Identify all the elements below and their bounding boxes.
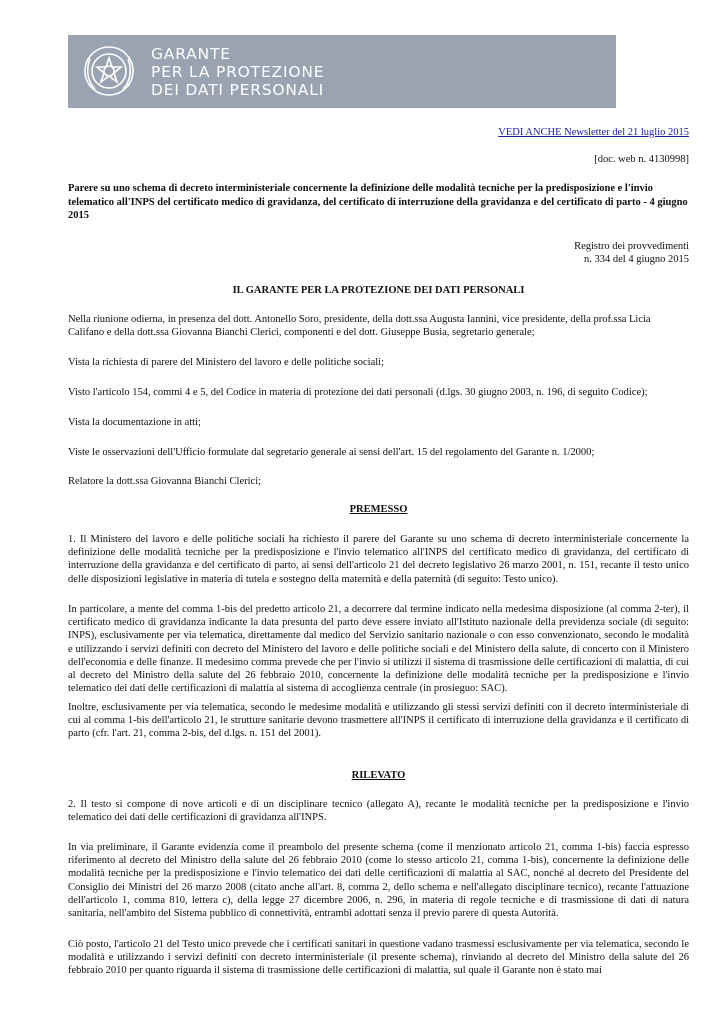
paragraph-riunione: Nella riunione odierna, in presenza del dott. Antonello Soro, presidente, della dott.ssa Augusta Iannini, vice presidente, della prof.ssa Licia Califano e della dott.ssa Giovanna Bianchi Clerici, componenti e del dott. Giuseppe Busia, segretario generale; xyxy=(68,314,651,339)
brand-line-2: PER LA PROTEZIONE xyxy=(151,63,325,81)
vedi-anche-link[interactable]: VEDI ANCHE Newsletter del 21 luglio 2015 xyxy=(498,127,689,138)
premesso-paragraph-1: 1. Il Ministero del lavoro e delle politiche sociali ha richiesto il parere del Garante su uno schema di decreto interministeriale concernente la definizione delle modalità tecniche per la predisposizione e l'invio telematico all'INPS del certificato medico di gravidanza, del certificato di interruzione della gravidanza e del certificato di parto, ai sensi dell'articolo 21 del decreto legislativo 26 marzo 2001, n. 151, recante il testo unico delle disposizioni legislative in materia di tutela e sostegno della maternità e della paternità (di seguito: Testo unico). xyxy=(68,534,689,585)
header-banner xyxy=(68,35,616,108)
rilevato-paragraph-1: 2. Il testo si compone di nove articoli e di un disciplinare tecnico (allegato A), recante le modalità tecniche per la predisposizione e l'invio telematico dei dati delle certificazioni di gravidanza all'INPS. xyxy=(68,799,689,824)
registro-provvedimenti xyxy=(574,240,689,266)
premesso-heading: PREMESSO xyxy=(349,504,408,515)
premesso-paragraph-2: In particolare, a mente del comma 1-bis del predetto articolo 21, a decorrere dal termine indicato nella medesima disposizione (al comma 2-ter), il certificato medico di gravidanza indicante la data presunta del parto deve essere inviato all'Istituto nazionale della previdenza sociale (di seguito: INPS), esclusivamente per via telematica, direttamente dal medico del Servizio sanitario nazionale o con esso convenzionato, secondo le modalità e utilizzando i servizi definiti con decreto del Ministero del lavoro e delle politiche sociali e del Ministero della salute, di concerto con il Ministero dell'economia e delle finanze. Il medesimo comma prevede che per l'invio si utilizzi il sistema di trasmissione delle certificazioni di malattia, di cui al decreto del Ministro della salute del 26 febbraio 2010, concernente la definizione delle modalità tecniche per la predisposizione e l'invio telematico dei dati delle certificazioni di malattia al sistema di accoglienza centrale (in prosieguo: SAC). xyxy=(68,604,689,695)
registro-line-2: n. 334 del 4 giugno 2015 xyxy=(584,254,689,265)
document-title: Parere su uno schema di decreto interministeriale concernente la definizione delle modalità tecniche per la predisposizione e l'invio telematico all'INPS del certificato medico di gravidanza, del certificato di interruzione della gravidanza e del certificato di parto - 4 giugno 2015 xyxy=(68,183,688,222)
paragraph-visto: Visto l'articolo 154, commi 4 e 5, del Codice in materia di protezione dei dati personali (d.lgs. 30 giugno 2003, n. 196, di seguito Codice); xyxy=(68,387,648,398)
paragraph-vista-documentazione: Vista la documentazione in atti; xyxy=(68,417,201,428)
brand-line-3: DEI DATI PERSONALI xyxy=(151,81,325,99)
paragraph-relatore: Relatore la dott.ssa Giovanna Bianchi Clerici; xyxy=(68,476,262,487)
rilevato-heading: RILEVATO xyxy=(351,770,406,781)
main-heading: IL GARANTE PER LA PROTEZIONE DEI DATI PERSONALI xyxy=(232,285,525,296)
paragraph-vista-richiesta: Vista la richiesta di parere del Ministero del lavoro e delle politiche sociali; xyxy=(68,357,385,368)
brand-name xyxy=(151,45,324,99)
registro-line-1: Registro dei provvedimenti xyxy=(574,241,689,252)
brand-line-1: GARANTE xyxy=(151,45,231,63)
rilevato-paragraph-3: Ciò posto, l'articolo 21 del Testo unico prevede che i certificati sanitari in questione vadano trasmessi esclusivamente per via telematica, secondo le modalità e utilizzando i servizi definiti con decreto interministeriale (il presente schema), rinviando al decreto del Ministro della salute del 26 febbraio 2010 per quanto riguarda il sistema di trasmissione delle certificazioni di malattia, sul quale il Garante non è stato mai xyxy=(68,939,689,977)
doc-web-number: [doc. web n. 4130998] xyxy=(594,154,689,165)
rilevato-paragraph-2: In via preliminare, il Garante evidenzia come il preambolo del presente schema (come il menzionato articolo 21, comma 1-bis) faccia espresso riferimento al decreto del Ministro della salute del 26 febbraio 2010 (come lo stesso articolo 21, comma 1-bis), concernente la definizione delle modalità tecniche per la predisposizione e l'invio telematico dei dati delle certificazioni di malattia al SAC, nonché al decreto del Presidente del Consiglio dei Ministri del 26 marzo 2008 (citato anche all'art. 8, comma 2, dello schema e nell'allegato disciplinare tecnico), recante l'attuazione dell'articolo 1, comma 810, lettera c), della legge 27 dicembre 2006, n. 296, in materia di regole tecniche e di trasmissione di dati di natura sanitaria, nell'ambito del Sistema pubblico di connettività, entrambi adottati senza il previo parere di questa Autorità. xyxy=(68,842,689,920)
premesso-paragraph-3: Inoltre, esclusivamente per via telematica, secondo le medesime modalità e utilizzando gli stessi servizi definiti con il decreto interministeriale di cui al comma 1-bis dell'articolo 21, le strutture sanitarie devono trasmettere all'INPS il certificato di interruzione della gravidanza e il certificato di parto (cfr. l'art. 21, comma 2-bis, del d.lgs. n. 151 del 2001). xyxy=(68,702,689,740)
emblem-icon xyxy=(78,39,140,103)
paragraph-viste: Viste le osservazioni dell'Ufficio formulate dal segretario generale ai sensi dell'art. 15 del regolamento del Garante n. 1/2000; xyxy=(68,447,595,458)
